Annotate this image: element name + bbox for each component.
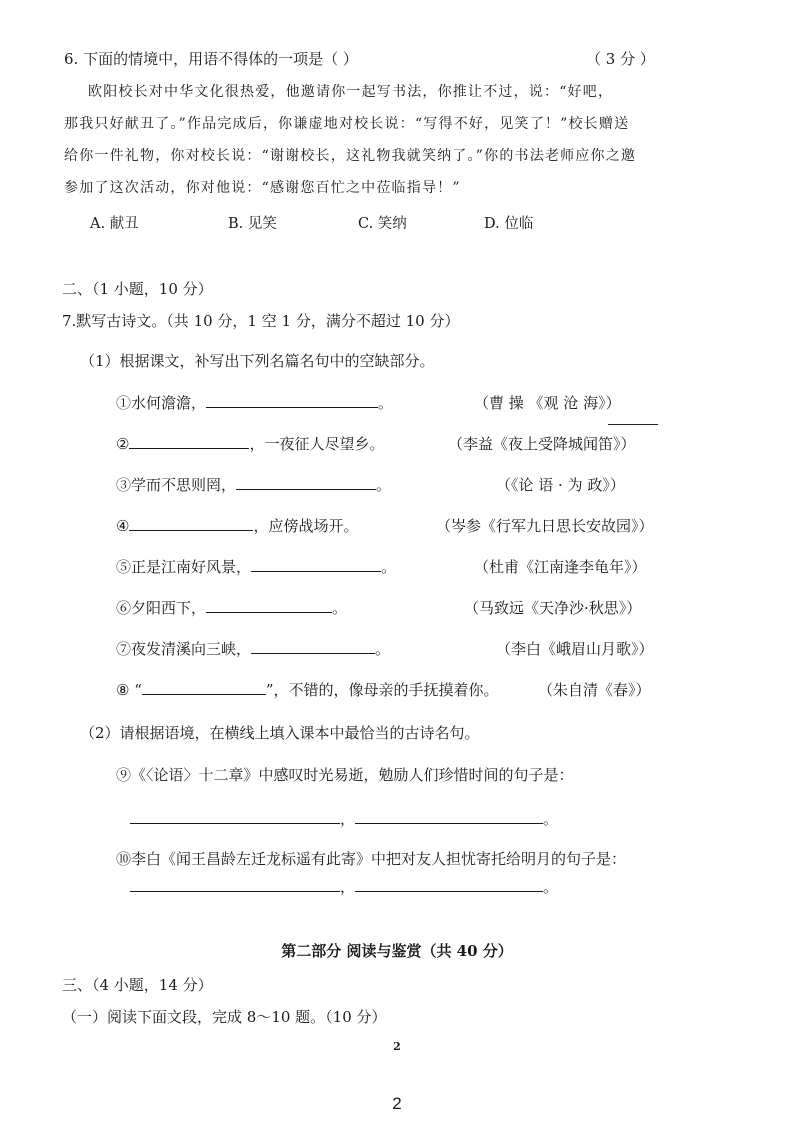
part-two-title: 第二部分 阅读与鉴赏（共 40 分） (281, 942, 513, 960)
answer-blank[interactable] (206, 598, 332, 613)
fill-item-source: （马致远《天净沙·秋思》） (464, 599, 642, 617)
fill-item-1 (116, 392, 393, 413)
fill-item-7 (116, 638, 390, 659)
answer-blank[interactable] (355, 877, 543, 892)
fill-item-text: ③学而不思则罔， (116, 476, 237, 494)
fill-item-text: ⑥夕阳西下， (116, 599, 207, 617)
fill-item-tail: ，应傍战场开。 (253, 517, 359, 535)
fill-item-3 (116, 474, 391, 495)
blank-comma: ， (340, 810, 356, 828)
answer-blank[interactable] (236, 475, 376, 490)
option-b: B. 见笑 (228, 216, 277, 232)
part-1-title: （1）根据课文，补写出下列名篇名句中的空缺部分。 (80, 352, 435, 370)
fill-item-source: （《论 语 · 为 政》） (496, 476, 625, 494)
page-number-small: 2 (393, 1040, 401, 1053)
answer-blank[interactable] (355, 809, 543, 824)
question-6-stem: 6. 下面的情境中，用语不得体的一项是（ ） (64, 50, 358, 68)
fill-item-text: ④ (116, 517, 130, 535)
blank-comma: ， (340, 878, 356, 896)
fill-item-2 (116, 433, 384, 454)
question-6-passage (64, 76, 700, 206)
fill-item-9: ⑨《〈论语〉十二章》中感叹时光易逝，勉励人们珍惜时间的句子是： (116, 766, 574, 784)
question-6-score: （ 3 分 ） (586, 50, 655, 68)
fill-item-source: （李白《峨眉山月歌》） (496, 640, 654, 658)
fill-item-5 (116, 556, 396, 577)
passage-line: 欧阳校长对中华文化很热爱，他邀请你一起写书法，你推让不过，说：“好吧， (88, 84, 614, 100)
fill-item-source: （曹 操 《观 沧 海》） (474, 394, 621, 412)
answer-blank[interactable] (130, 809, 340, 824)
answer-blank[interactable] (206, 393, 378, 408)
fill-item-tail: 。 (332, 599, 348, 617)
reading-intro: （一）阅读下面文段，完成 8～10 题。（10 分） (62, 1008, 387, 1026)
answer-blank[interactable] (130, 877, 340, 892)
answer-blank[interactable] (129, 434, 249, 449)
fill-item-source: （朱自清《春》） (538, 681, 651, 699)
page-number: 2 (392, 1094, 402, 1113)
option-a: A. 献丑 (90, 216, 139, 232)
fill-item-8 (116, 679, 499, 700)
option-c: C. 笑纳 (358, 216, 407, 232)
question-7-title: 7.默写古诗文。（共 10 分，1 空 1 分，满分不超过 10 分） (62, 312, 460, 330)
fill-item-text: ⑧ “ (116, 681, 142, 699)
fill-item-text: ①水何澹澹， (116, 394, 207, 412)
fill-item-tail: 。 (375, 640, 391, 658)
underline-mark (608, 424, 658, 425)
passage-line: 那我只好献丑了。”作品完成后，你谦虚地对校长说：“写得不好，见笑了！”校长赠送 (64, 116, 630, 132)
fill-item-6 (116, 597, 347, 618)
fill-item-source: （李益《夜上受降城闻笛》） (448, 435, 636, 453)
answer-blank[interactable] (251, 639, 375, 654)
fill-item-source: （杜甫《江南逢李龟年》） (474, 558, 647, 576)
fill-item-9-answer (130, 808, 558, 829)
blank-period: 。 (543, 810, 559, 828)
fill-item-tail: 。 (376, 476, 392, 494)
passage-line: 给你一件礼物，你对校长说：“谢谢校长，这礼物我就笑纳了。”你的书法老师应你之邀 (64, 148, 637, 164)
section-2-header: 二、（1 小题，10 分） (62, 280, 213, 298)
fill-item-text: ② (116, 435, 130, 453)
part-2-title: （2）请根据语境，在横线上填入课本中最恰当的古诗名句。 (80, 724, 480, 742)
fill-item-tail: ，一夜征人尽望乡。 (249, 435, 385, 453)
fill-item-source: （岑参《行军九日思长安故园》） (436, 517, 654, 535)
fill-item-text: ⑤正是江南好风景， (116, 558, 252, 576)
answer-blank[interactable] (129, 516, 253, 531)
answer-blank[interactable] (251, 557, 381, 572)
fill-item-10-answer (130, 876, 558, 897)
fill-item-4 (116, 515, 358, 536)
fill-item-10: ⑩李白《闻王昌龄左迁龙标遥有此寄》中把对友人担忧寄托给明月的句子是： (116, 850, 627, 868)
fill-item-text: ⑦夜发清溪向三峡， (116, 640, 252, 658)
answer-blank[interactable] (142, 680, 266, 695)
blank-period: 。 (543, 878, 559, 896)
passage-line: 参加了这次活动，你对他说：“感谢您百忙之中莅临指导！” (64, 180, 461, 196)
fill-item-tail: 。 (378, 394, 394, 412)
option-d: D. 位临 (484, 216, 534, 232)
section-3-header: 三、（4 小题，14 分） (62, 976, 213, 994)
fill-item-tail: ”，不错的，像母亲的手抚摸着你。 (265, 681, 499, 699)
fill-item-tail: 。 (381, 558, 397, 576)
